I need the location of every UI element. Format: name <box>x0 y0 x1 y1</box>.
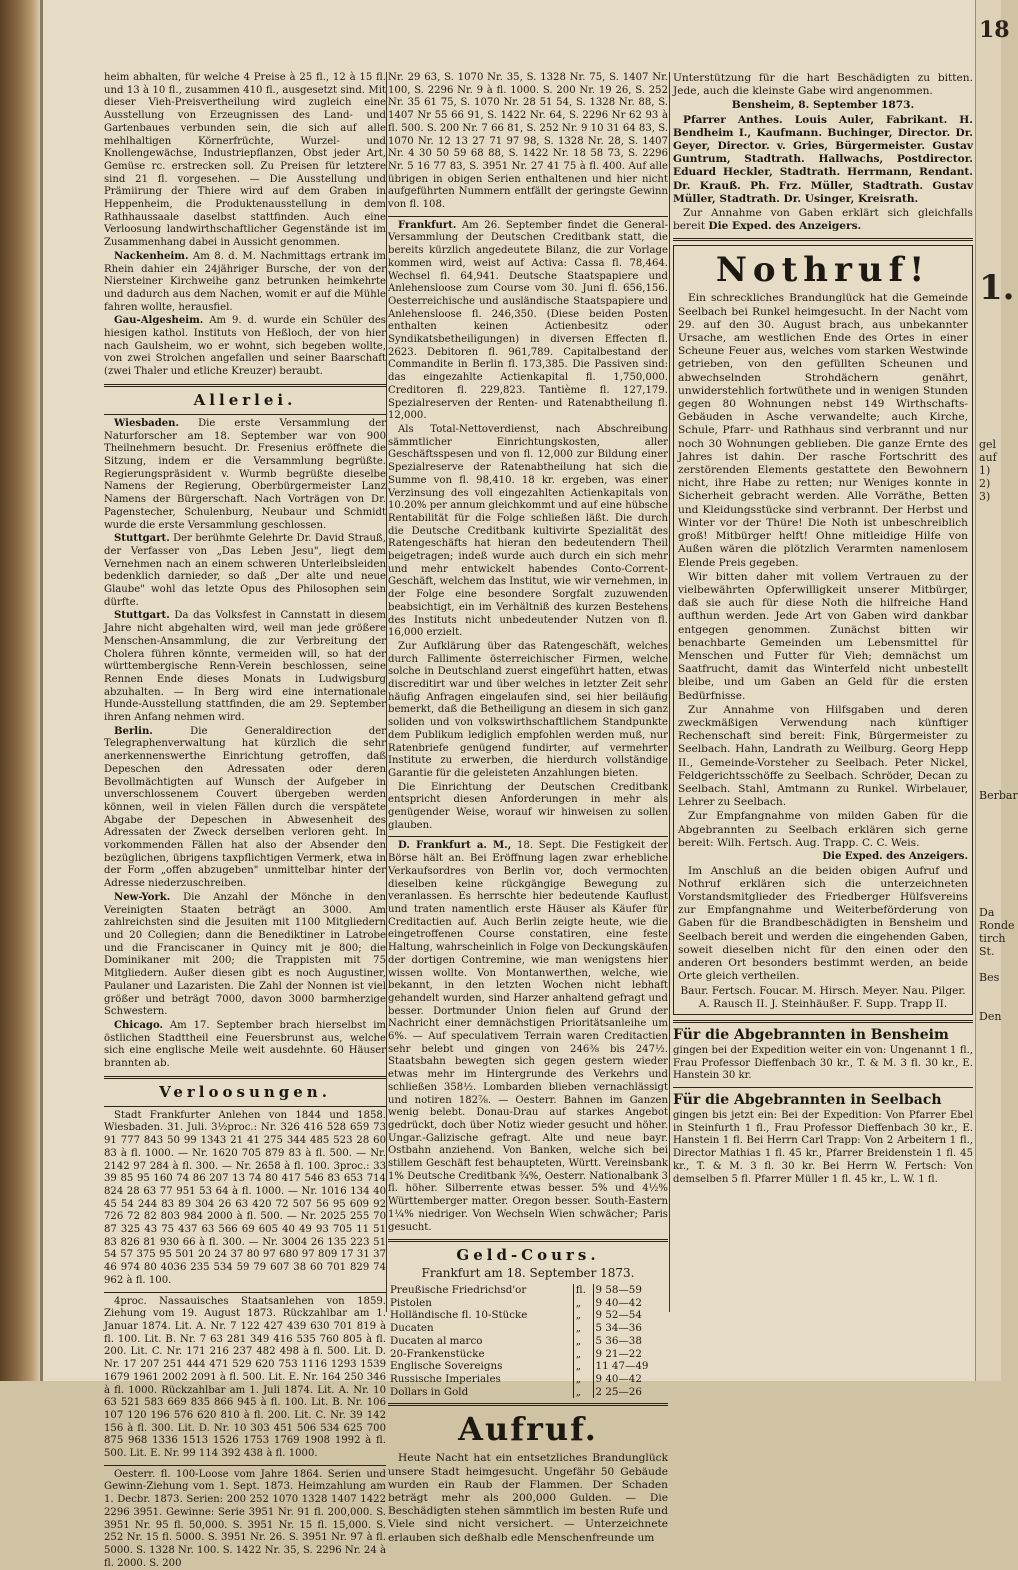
section-divider <box>388 1239 668 1242</box>
strip-fragment <box>976 125 1001 138</box>
nothruf-p4: Zur Empfangnahme von milden Gaben für die Abgebrannten zu Seelbach erklären sich gerne bereit: Wilh. Fertsch. Aug. Trapp. C. C. Weis. <box>678 810 968 849</box>
rate-currency: „ <box>573 1348 593 1361</box>
strip-fragment <box>976 776 1001 789</box>
place-chicago: Chicago. <box>114 1019 164 1031</box>
rate-value: 11 47—49 <box>595 1360 649 1373</box>
rate-row <box>388 1297 668 1310</box>
strip-fragment <box>976 1205 1001 1218</box>
rate-value: 5 34—36 <box>595 1322 642 1335</box>
place-berlin: Berlin. <box>114 725 153 737</box>
strip-fragment <box>976 1062 1001 1075</box>
rate-currency: „ <box>573 1360 593 1373</box>
strip-fragment <box>976 190 1001 203</box>
rate-name: 20-Frankenstücke <box>388 1348 573 1361</box>
strip-fragment <box>976 412 1001 425</box>
divider <box>104 414 386 415</box>
rate-row <box>388 1360 668 1373</box>
article-frankfurt-p4: Die Einrichtung der Deutschen Creditbank entspricht diesen Anforderungen in mehr als genügender Weise, worauf wir hinweisen zu sollen glauben. <box>388 781 668 831</box>
strip-fragment: gel <box>979 438 997 451</box>
strip-fragment <box>976 321 1001 334</box>
strip-fragment <box>976 360 1001 373</box>
strip-fragment <box>976 529 1001 542</box>
rate-row <box>388 1309 668 1322</box>
article-berlin <box>104 726 386 891</box>
verloosung-oesterreich: Oesterr. fl. 100-Loose vom Jahre 1864. Serien und Gewinn-Ziehung vom 1. Sept. 1873. Heimzahlung am 1. Decbr. 1873. Serien: 200 252 1070 1328 1407 1422 2296 3951. Gewinne: Serie 3951 Nr. 91 fl. 200,000. S. 3951 Nr. 95 fl. 50,000. S. 3951 Nr. 15 fl. 15,000. S. 252 Nr. 15 fl. 5000. S. 3951 Nr. 26. S. 3951 Nr. 97 à fl. 5000. S. 1328 Nr. 100. S. 1422 Nr. 35, S. 2296 Nr. 24 à fl. 2000. S. 200 <box>104 1468 386 1569</box>
rate-name: Ducaten <box>388 1322 573 1335</box>
strip-fragment <box>976 724 1001 737</box>
article-frankfurt-creditbank-text: Am 26. September findet die General-Versammlung der Deutschen Creditbank statt, die bereits kürzlich angedeutete Bilanz, die zur Vorlage kommen wird, weist auf Activa: Cassa fl. 78,464. Wechsel fl. 64,941. Deutsche Staatspapiere und Anlehensloose zum Course vom 30. Juni fl. 656,156. Oesterreichische und ausländische Staatspapiere und Anlehensloose fl. 246,350. (Diese beiden Posten enthalten keinen Actienbesitz oder Syndikatsbetheiligungen) in diversen Effecten fl. 2623. Debitoren fl. 961,789. Capitalbestand der Commandite in Berlin fl. 173,385. Die Passiven sind: das eingezahlte Actienkapital fl. 1,750,000. Creditoren fl. 229,823. Tantième fl. 127,179. Spezialreserven der Renten- und Ratenabtheilung fl. 12,000. <box>388 219 668 422</box>
strip-fragment <box>976 1153 1001 1166</box>
aufruf-date: Bensheim, 8. September 1873. <box>731 99 915 112</box>
strip-fragment <box>976 672 1001 685</box>
seelbach-donations: gingen bis jetzt ein: Bei der Expedition: Von Pfarrer Ebel in Steinfurth 1 fl., Frau Professor Dieffenbach 30 kr., E. Hanstein 1 fl. Bei Herrn Carl Trapp: Von 2 Arbeitern 1 fl., Director Mathias 1 fl. 45 kr., Pfarrer Breidenstein 1 fl. 45 kr., T. & M. 3 fl. 30 kr. Bei Herrn W. Fertsch: Von demselben 5 fl. Pfarrer Müller 1 fl. 45 kr., L. W. 1 fl. <box>673 1110 973 1185</box>
strip-fragment <box>976 737 1001 750</box>
rate-name: Pistolen <box>388 1297 573 1310</box>
article-nackenheim <box>104 251 386 315</box>
rate-currency: „ <box>573 1386 593 1399</box>
rate-currency: „ <box>573 1297 593 1310</box>
section-divider <box>673 238 973 241</box>
strip-fragment <box>976 802 1001 815</box>
strip-fragment: Ronde <box>979 919 1015 932</box>
article-frankfurt-creditbank <box>388 220 668 423</box>
strip-fragment <box>976 607 1001 620</box>
strip-fragment <box>976 1114 1001 1127</box>
divider <box>104 1106 386 1107</box>
exchange-rates-body <box>388 1284 668 1398</box>
strip-fragment <box>976 73 1001 86</box>
verloosung-nassau: 4proc. Nassauisches Staatsanlehen von 1859. Ziehung vom 19. August 1873. Rückzahlbar am 1. Januar 1874. Lit. A. Nr. 7 122 427 439 630 701 819 à fl. 100. Lit. B. Nr. 7 63 281 349 416 535 760 805 à fl. 200. Lit. C. Nr. 171 216 237 482 498 à fl. 500. Lit. D. Nr. 17 207 251 444 471 529 620 753 1116 1293 1539 1679 1961 2002 2091 à fl. 500. Lit. E. Nr. 164 250 346 à fl. 1000. Rückzahlbar am 1. Juli 1874. Lit. A. Nr. 10 63 521 583 669 835 866 945 à fl. 100. Lit. B. Nr. 106 107 120 196 576 620 810 à fl. 200. Lit. C. Nr. 39 142 156 à fl. 300. Lit. D. Nr. 10 303 451 506 534 625 700 875 968 1336 1513 1526 1753 1769 1908 1992 à fl. 500. Lit. E. Nr. 99 114 392 438 à fl. 1000. <box>104 1295 386 1460</box>
place-frankfurt-am-main: D. Frankfurt a. M., <box>398 840 512 852</box>
divider <box>104 1465 386 1466</box>
aufruf-signatories: Pfarrer Anthes. Louis Auler, Fabrikant. H. Bendheim I., Kaufmann. Buchinger, Director. Dr. Geyer, Director. v. Gries, Bürgermeister. Gustav Guntrum, Stadtrath. Hallwachs, Postdirector. Eduard Heckler, Stadtrath. Herrmann, Rendant. Dr. Krauß. Ph. Frz. Müller, Stadtrath. Gustav Müller, Stadtrath. Dr. Usinger, Kreisrath. <box>673 113 973 205</box>
strip-fragment <box>976 594 1001 607</box>
article-stuttgart-2-text: Da das Volksfest in Cannstatt in diesem Jahre nicht abgehalten wird, weil man jede größere Menschen-Ansammlung, die zur Verbreitung der Cholera führen könnte, vermeiden will, so hat der württembergische Renn-Verein beschlossen, seine Rennen Ende dieses Monats in Ludwigsburg abzuhalten. — In Berg wird eine internationale Hunde-Ausstellung stattfinden, die am 29. September ihren Anfang nehmen wird. <box>104 610 386 724</box>
strip-fragment <box>976 659 1001 672</box>
rate-name: Russische Imperiales <box>388 1373 573 1386</box>
article-chicago-text: Am 17. September brach hierselbst im östlichen Stadttheil eine Feuersbrunst aus, welche sich eine englische Meile weit ausdehnte. 60 Häuser brannten ab. <box>104 1019 387 1070</box>
strip-fragment <box>976 1023 1001 1036</box>
strip-fragment <box>976 1049 1001 1062</box>
divider <box>104 1292 386 1293</box>
section-divider <box>388 1403 668 1406</box>
nothruf-heading: Nothruf! <box>715 250 931 291</box>
place-wiesbaden: Wiesbaden. <box>114 417 180 429</box>
strip-fragment <box>976 1036 1001 1049</box>
strip-fragment <box>976 334 1001 347</box>
place-nackenheim: Nackenheim. <box>114 250 189 262</box>
strip-fragment <box>976 516 1001 529</box>
place-stuttgart-1: Stuttgart. <box>114 533 170 545</box>
strip-fragment <box>976 164 1001 177</box>
nothruf-p3: Zur Annahme von Hilfsgaben und deren zweckmäßigen Verwendung nach künftiger Rechenschaft sind bereit: Fink, Bürgermeister zu Seelbach. Hahn, Landrath zu Weilburg. Georg Hepp II., Gemeinde-Vorsteher zu Seelbach. Peter Nickel, Feldgerichtsschöffe zu Seelbach. Schröder, Decan zu Seelbach. Stahl, Amtmann zu Runkel. Wirbelauer, Lehrer zu Seelbach. <box>678 703 968 809</box>
strip-fragment: Bes <box>979 971 1000 984</box>
strip-fragment <box>976 698 1001 711</box>
strip-fragment <box>976 555 1001 568</box>
strip-fragment <box>976 542 1001 555</box>
strip-fragment <box>976 60 1001 73</box>
geld-cours-date: Frankfurt am 18. September 1873. <box>421 1266 635 1281</box>
rate-name: Holländische fl. 10-Stücke <box>388 1309 573 1322</box>
nothruf-p5: Im Anschluß an die beiden obigen Aufruf und Nothruf erklären sich die unterzeichneten Vorstandsmitglieder des Friedberger Hülfsvereins zur Empfangnahme und Weiterbeförderung von Gaben für die Brandbeschädigten in Bensheim und Seelbach bereit und werden die eingehenden Gaben, soweit dieselben nicht für den einen oder den anderen Ort besonders bestimmt werden, an beide Orte gleich vertheilen. <box>678 864 968 983</box>
strip-fragment: Den <box>979 1010 1002 1023</box>
strip-fragment: Berbar <box>979 789 1018 802</box>
strip-fragment: 1) <box>979 464 991 477</box>
strip-fragment <box>976 880 1001 893</box>
binding-edge <box>40 0 43 1381</box>
article-wiesbaden <box>104 418 386 532</box>
strip-fragment <box>976 399 1001 412</box>
place-stuttgart-2: Stuttgart. <box>114 610 170 622</box>
strip-fragment <box>976 373 1001 386</box>
strip-fragment: 2) <box>979 477 991 490</box>
aufruf-continued: Unterstützung für die hart Beschädigten zu bitten. Jede, auch die kleinste Gabe wird angenommen. <box>673 72 973 98</box>
strip-fragment <box>976 229 1001 242</box>
article-vieh-preise: heim abhalten, für welche 4 Preise à 25 fl., 12 à 15 fl. und 13 à 10 fl., zusammen 410 fl., ausgesetzt sind. Mit dieser Vieh-Preisvertheilung wird zugleich eine Ausstellung von Erzeugnissen des Land- und Gartenbaues verbunden sein, die sich auf alle mehlhaltigen Körnerfrüchte, Wurzel- und Knollengewächse, Industriepflanzen, Obst jeder Art, Gemüse rc. erstrecken soll. Zu Preisen für letztere sind 21 fl. vorgesehen. — Die Ausstellung und Prämiirung der Thiere wird auf dem Graben in Heppenheim, die Produktenausstellung in dem Rathhaussaale daselbst stattfinden. Auch eine Verloosung landwirthschaftlicher Gegenstände ist im Zusammenhang dabei in Aussicht genommen. <box>104 72 386 249</box>
strip-fragment <box>976 86 1001 99</box>
rate-row <box>388 1373 668 1386</box>
article-stuttgart-2 <box>104 610 386 724</box>
strip-fragment <box>976 1166 1001 1179</box>
aufruf-heading: Aufruf. <box>458 1410 598 1449</box>
adjacent-page-strip <box>975 0 1018 1381</box>
rate-row <box>388 1284 668 1297</box>
strip-fragment <box>976 255 1001 268</box>
rate-row <box>388 1322 668 1335</box>
nothruf-sig: Die Exped. des Anzeigers. <box>822 850 968 862</box>
section-title-geld-cours: Geld-Cours. <box>456 1246 600 1265</box>
nothruf-p2: Wir bitten daher mit vollem Vertrauen zu der vielbewährten Opferwilligkeit unserer Mitbürger, daß sie auch für diese Noth die hilfreiche Hand aufthun werden. Jede Art von Gaben wird dankbar entgegen genommen. Zunächst bitten wir benachbarte Gemeinden um Lebensmittel für Menschen und Futter für Vieh; demnächst um Saatfrucht, damit das Winterfeld nicht unbestellt bleibe, und um Gaben an Geld für die ersten Bedürfnisse. <box>678 570 968 702</box>
strip-fragment <box>976 750 1001 763</box>
rate-value: 5 36—38 <box>595 1334 642 1347</box>
column-right <box>673 72 973 1372</box>
article-boerse <box>388 840 668 1234</box>
bensheim-donations: gingen bei der Expedition weiter ein von: Ungenannt 1 fl., Frau Professor Dieffenbach 30 kr., T. & M. 3 fl. 30 kr., E. Hanstein 30 kr. <box>673 1044 973 1082</box>
nothruf-box <box>673 245 973 1014</box>
section-divider <box>104 1076 386 1079</box>
strip-fragment <box>976 711 1001 724</box>
article-new-york <box>104 892 386 1019</box>
verloosung-continued: Nr. 29 63, S. 1070 Nr. 35, S. 1328 Nr. 75, S. 1407 Nr. 100, S. 2296 Nr. 9 à fl. 1000. S. 200 Nr. 19 26, S. 252 Nr. 35 61 75, S. 1070 Nr. 28 51 54, S. 1328 Nr. 88, S. 1407 Nr 55 66 91, S. 1422 Nr. 64, S. 2296 Nr 62 93 à fl. 500. S. 200 Nr. 7 66 81, S. 252 Nr. 9 10 31 64 83, S. 1070 Nr. 12 13 27 71 97 98, S. 1328 Nr. 28, S. 1407 Nr. 4 30 50 59 68 88, S. 1422 Nr. 18 58 73, S. 2296 Nr. 5 16 77 83, S. 3951 Nr. 27 41 75 à fl. 400. Auf alle übrigen in obigen Serien enthaltenen und hier nicht aufgeführten Nummern entfällt der geringste Gewinn von fl. 108. <box>388 72 668 211</box>
strip-fragment: tirch <box>979 932 1006 945</box>
rate-row <box>388 1348 668 1361</box>
rate-name: Ducaten al marco <box>388 1335 573 1348</box>
rate-name: Preußische Friedrichsd'or <box>388 1284 573 1297</box>
strip-fragment <box>976 112 1001 125</box>
strip-fragment <box>976 581 1001 594</box>
rate-value: 2 25—26 <box>595 1385 642 1398</box>
rate-name: Dollars in Gold <box>388 1386 573 1399</box>
place-frankfurt: Frankfurt. <box>398 219 457 231</box>
rate-value: 9 40—42 <box>595 1296 642 1309</box>
strip-fragment <box>976 841 1001 854</box>
divider <box>388 836 668 837</box>
article-boerse-text: 18. Sept. Die Festigkeit der Börse hält an. Bei Eröffnung lagen zwar erhebliche Verkaufsordres von Berlin vor, doch vermochten dieselben keine rückgängige Bewegung zu veranlassen. Es herrschte hier bedeutende Kauflust und traten namentlich erste Häuser als Käufer für Creditactien auf. Auch Berlin zeigte heute, wie die eingetroffenen Course constatiren, eine feste Haltung, wahrscheinlich in Folge von Deckungskäufen der dortigen Contremine, wie man wenigstens hier wissen wollte. Von Montanwerthen, welche, wie bekannt, in den letzten Wochen nicht lebhaft gehandelt wurden, sind Harzer anhaltend gefragt und besser. Dortmunder Union fielen auf Grund der Nachricht einer demnächstigen Prioritätsanleihe um 6%. — Auf speculativem Terrain waren Creditactien sehr belebt und gingen von 246⅜ bis 247½. Staatsbahn bewegten sich gegen gestern wieder etwas mehr im Hintergrunde des Verkehrs und schließen 358½. Lombarden blieben vernachlässigt und notiren 182⅞. — Oesterr. Bahnen im Ganzen wenig belebt. Donau-Drau auf starkes Angebot gedrückt, doch über Notiz wieder gesucht und höher. Ungar.-Galizische gefragt. Alte und neue bayr. Ostbahn anziehend. Von Banken, welche sich bei stillem Geschäft fest behaupteten, Württ. Vereinsbank 1% Deutsche Creditbank ¾%, Oesterr. Nationalbank 3 fl. höher. Silberrente etwas besser. 5% und 4½% Württemberger matter. Oregon besser. South-Eastern 1¼% niedriger. Von Wechseln Wien schwächer; Paris gesucht. <box>388 840 668 1233</box>
seelbach-heading: Für die Abgebrannten in Seelbach <box>673 1092 942 1109</box>
place-new-york: New-York. <box>114 891 171 903</box>
strip-fragment <box>976 177 1001 190</box>
strip-fragment <box>976 308 1001 321</box>
aufruf-text: Heute Nacht hat ein entsetzliches Brandunglück unsere Stadt heimgesucht. Ungefähr 50 Gebäude wurden ein Raub der Flammen. Der Schaden beträgt mehr als 200,000 Gulden. — Die Beschädigten stehen sämmtlich im besten Rufe und Viele sind nicht versichert. — Unterzeichnete erlauben sich deßhalb edle Menschenfreunde um <box>388 1452 668 1544</box>
strip-fragment <box>976 1140 1001 1153</box>
book-binding <box>0 0 40 1381</box>
strip-fragment: auf <box>979 451 997 464</box>
verloosung-frankfurt: Stadt Frankfurter Anlehen von 1844 und 1858. Wiesbaden. 31. Juli. 3½proc.: Nr. 326 416 528 659 73 91 777 843 50 99 1343 21 41 275 344 485 523 28 60 83 à fl. 1000. — Nr. 1620 705 879 83 à fl. 500. — Nr. 2142 97 284 à fl. 300. — Nr. 2658 à fl. 100. 3proc.: 33 39 85 95 160 74 86 207 13 74 80 417 546 83 653 714 824 28 63 77 951 53 64 à fl. 1000. — Nr. 1016 134 40 45 54 244 83 89 304 26 63 420 72 507 56 95 609 92 726 72 82 803 984 2000 à fl. 500. — Nr. 2025 255 70 87 325 43 75 437 63 566 69 605 40 49 93 705 11 51 83 826 81 930 66 à fl. 300. — Nr. 3004 26 135 223 51 54 57 375 95 501 20 24 37 80 97 680 97 809 17 31 37 46 974 80 4036 235 534 59 79 607 38 60 701 829 74 962 à fl. 100. <box>104 1109 386 1286</box>
divider <box>673 1087 973 1088</box>
article-frankfurt-p3: Zur Aufklärung über das Ratengeschäft, welches durch Fallimente österreichischer Firmen, welche solche in Deutschland zuerst eingeführt hatten, etwas discreditirt war und über welches in letzter Zeit sehr häufig Anfragen eingelaufen sind, sei hier beiläufig bemerkt, daß die Betheiligung an diesem in sich ganz soliden und von volkswirthschaftlichem Standpunkte dem Publikum lediglich empfohlen werden muß, nur Ratenbriefe genügend fundirter, auf vermehrter Institute zu erwerben, die hierdurch vollständige Garantie für die geleisteten Anzahlungen bieten. <box>388 640 668 779</box>
nothruf-p1: Ein schreckliches Brandunglück hat die Gemeinde Seelbach bei Runkel heimgesucht. In der Nacht vom 29. auf den 30. August brach, aus unbekannter Ursache, am westlichen Ende des Ortes in einer Scheune Feuer aus, welches vom starken Westwinde getrieben, von den gefüllten Scheunen und abwechselnden Strohdächern genährt, unwiderstehlich fortwüthete und in wenigen Stunden gegen 80 Wohnungen nebst 149 Wirthschafts-Gebäuden in Asche verwandelte; auch Kirche, Schule, Pfarr- und Rathhaus sind verbrannt und nur noch 30 Wohnungen geblieben. Die ganze Ernte des Jahres ist dahin. Der rasche Fortschritt des zerstörenden Elements gestattete den Bewohnern nicht, ihre Habe zu retten; nur Weniges konnte in Sicherheit gebracht werden. Alle Vorräthe, Betten und Kleidungsstücke sind verbrannt. Der Herbst und Winter vor der Thüre! Die Noth ist unbeschreiblich groß! Mitbürger helft! Ohne mitleidige Hilfe von Außen wären die plötzlich Verarmten namenlosem Elende Preis gegeben. <box>678 292 968 569</box>
strip-fragment <box>976 425 1001 438</box>
rate-row <box>388 1335 668 1348</box>
rate-currency: „ <box>573 1335 593 1348</box>
strip-fragment <box>976 763 1001 776</box>
strip-fragment <box>976 685 1001 698</box>
strip-fragment <box>976 828 1001 841</box>
section-title-allerlei: Allerlei. <box>193 390 297 409</box>
strip-fragment <box>976 1192 1001 1205</box>
strip-fragment <box>976 347 1001 360</box>
article-stuttgart-1-text: Der berühmte Gelehrte Dr. David Strauß, der Verfasser von „Das Leben Jesu", liegt dem Vernehmen nach an einem schweren Unterleibsleiden bedenklich darnieder, so daß „Der alte und neue Glaube" wohl das letzte Opus des Philosophen sein dürfte. <box>104 533 386 608</box>
aufruf-annahme <box>673 207 973 233</box>
strip-fragment <box>976 984 1001 997</box>
rate-value: 9 52—54 <box>595 1309 642 1322</box>
strip-fragment <box>976 151 1001 164</box>
strip-fragment <box>976 893 1001 906</box>
strip-fragment <box>976 1179 1001 1192</box>
aufruf-annahme-text: Zur Annahme von Gaben erklärt sich gleichfalls bereit <box>673 207 973 233</box>
strip-fragment: Da <box>979 906 995 919</box>
rate-currency: „ <box>573 1373 593 1386</box>
rate-value: 9 58—59 <box>595 1283 642 1296</box>
nothruf-p5-names: Baur. Fertsch. Foucar. M. Hirsch. Meyer. Nau. Pilger. A. Rausch II. J. Steinhäußer. F. Supp. Trapp II. <box>680 984 966 1010</box>
rate-currency: „ <box>573 1322 593 1335</box>
column-rule <box>386 72 387 1312</box>
strip-fragment <box>976 503 1001 516</box>
strip-fragment <box>976 138 1001 151</box>
rate-currency: fl. <box>573 1284 593 1297</box>
strip-fragment <box>976 1127 1001 1140</box>
strip-fragment <box>976 633 1001 646</box>
strip-fragment <box>976 1218 1001 1231</box>
strip-fragment <box>976 815 1001 828</box>
strip-fragment: 18 <box>979 17 1010 43</box>
article-wiesbaden-text: Die erste Versammlung der Naturforscher am 18. September war von 900 Theilnehmern besucht. Dr. Fresenius eröffnete die Sitzung, indem er die Versammlung begrüßte. Regierungspräsident v. Wurmb begrüßte dieselbe Namens der Regierung, Oberbürgermeister Lanz Namens der Bürgerschaft. Nach Vorträgen von Dr. Pagenstecher, Schulenburg, Neubaur und Schmidt wurde die erste Versammlung geschlossen. <box>104 417 386 531</box>
strip-fragment <box>976 1075 1001 1088</box>
section-title-verloosungen: Verloosungen. <box>159 1082 331 1101</box>
strip-fragment <box>976 958 1001 971</box>
column-rule <box>669 72 670 1312</box>
strip-fragment: St. <box>979 945 995 958</box>
article-stuttgart-1 <box>104 533 386 609</box>
section-divider <box>104 384 386 387</box>
rate-value: 9 21—22 <box>595 1347 642 1360</box>
article-frankfurt-p2: Als Total-Nettoverdienst, nach Abschreibung sämmtlicher Einrichtungskosten, aller Geschäftsspesen und von fl. 12,000 zur Bildung einer Spezialreserve der Ratenabtheilung hat sich die Summe von fl. 98,410. 18 kr. ergeben, was einer Verzinsung des voll eingezahlten Actienkapitals von 10.20% per annum gleichkommt und auf eine hübsche Rentabilität für die Folge schließen läßt. Die durch die Deutsche Creditbank kultivirte Spezialität des Ratengeschäfts hat hieran den bedeutendern Theil beigetragen; indeß wurde auch durch ein sich mehr und mehr entwickelt habendes Conto-Corrent-Geschäft, welchem das Institut, wie wir vernehmen, in der Folge eine besondere Sorgfalt zuzuwenden beabsichtigt, ein im Verhältniß des kurzen Bestehens des Instituts nicht unbedeutender Nutzen von fl. 16,000 erzielt. <box>388 423 668 639</box>
rate-currency: „ <box>573 1309 593 1322</box>
strip-fragment <box>976 867 1001 880</box>
bensheim-heading: Für die Abgebrannten in Bensheim <box>673 1026 949 1043</box>
column-left <box>104 72 387 1569</box>
section-divider <box>673 1020 973 1023</box>
strip-fragment <box>976 99 1001 112</box>
strip-fragment <box>976 386 1001 399</box>
strip-fragment: 1. <box>979 268 1015 308</box>
strip-fragment <box>976 646 1001 659</box>
aufruf-annahme-sig: Die Exped. des Anzeigers. <box>708 220 862 233</box>
strip-fragment <box>976 620 1001 633</box>
strip-fragment <box>976 854 1001 867</box>
article-berlin-text: Die Generaldirection der Telegraphenverwaltung hat kürzlich die sehr anerkennenswerthe Einrichtung getroffen, daß Depeschen den Adressaten oder deren Bevollmächtigten auf Wunsch der Aufgeber in unverschlossenem Couvert übergeben werden können, weil in vielen Fällen durch die verspätete Abgabe der Depeschen in Abwesenheit des Adressaten der Zweck derselben verloren geht. In vorkommenden Fällen hat also der Absender den bezüglichen, übrigens taxpflichtigen Vermerk, etwa in der Form „offen abzugeben" unmittelbar hinter der Adresse niederzuschreiben. <box>104 725 386 890</box>
column-middle <box>388 72 668 1544</box>
place-gau-algesheim: Gau-Algesheim. <box>114 315 204 327</box>
strip-fragment <box>976 203 1001 216</box>
strip-fragment <box>976 216 1001 229</box>
article-gau-algesheim <box>104 315 386 379</box>
strip-fragment <box>976 1088 1001 1101</box>
rate-row <box>388 1386 668 1399</box>
article-gau-algesheim-text: Am 9. d. wurde ein Schüler des hiesigen kathol. Instituts von Heßloch, der von hier nach Gaulsheim, wo er wohnt, sich begeben wollte, von zwei Strolchen angefallen und seiner Baarschaft (zwei Thaler und etliche Kreuzer) beraubt. <box>104 315 386 378</box>
article-new-york-text: Die Anzahl der Mönche in den Vereinigten Staaten beträgt an 3000. Am zahlreichsten sind die Jesuiten mit 1100 Mitgliedern und 20 Collegien; dann die Benediktiner in Latrobe und die Franciscaner in Quincy mit je 800; die Dominikaner mit 200; die Trappisten mit 75 Mitgliedern. Außer diesen gibt es noch Augustiner, Paulaner und Lazaristen. Die Zahl der Nonnen ist viel größer und beträgt 7000, davon 3000 barmherzige Schwestern. <box>104 891 386 1018</box>
rate-value: 9 40—42 <box>595 1372 642 1385</box>
strip-fragment <box>976 997 1001 1010</box>
exchange-rates-table <box>388 1284 668 1398</box>
strip-fragment <box>976 568 1001 581</box>
strip-fragment: 3) <box>979 490 991 503</box>
article-chicago <box>104 1020 386 1071</box>
strip-fragment <box>976 242 1001 255</box>
strip-fragment <box>976 1101 1001 1114</box>
article-nackenheim-text: Am 8. d. M. Nachmittags ertrank im Rhein dahier ein 24jähriger Bursche, der von der Niersteiner Kirchweihe ganz betrunken heimkehrte und dadurch aus dem Nachen, womit er auf die Mühle fahren wollte, herausfiel. <box>104 250 386 313</box>
divider <box>388 216 668 217</box>
rate-name: Englische Sovereigns <box>388 1360 573 1373</box>
